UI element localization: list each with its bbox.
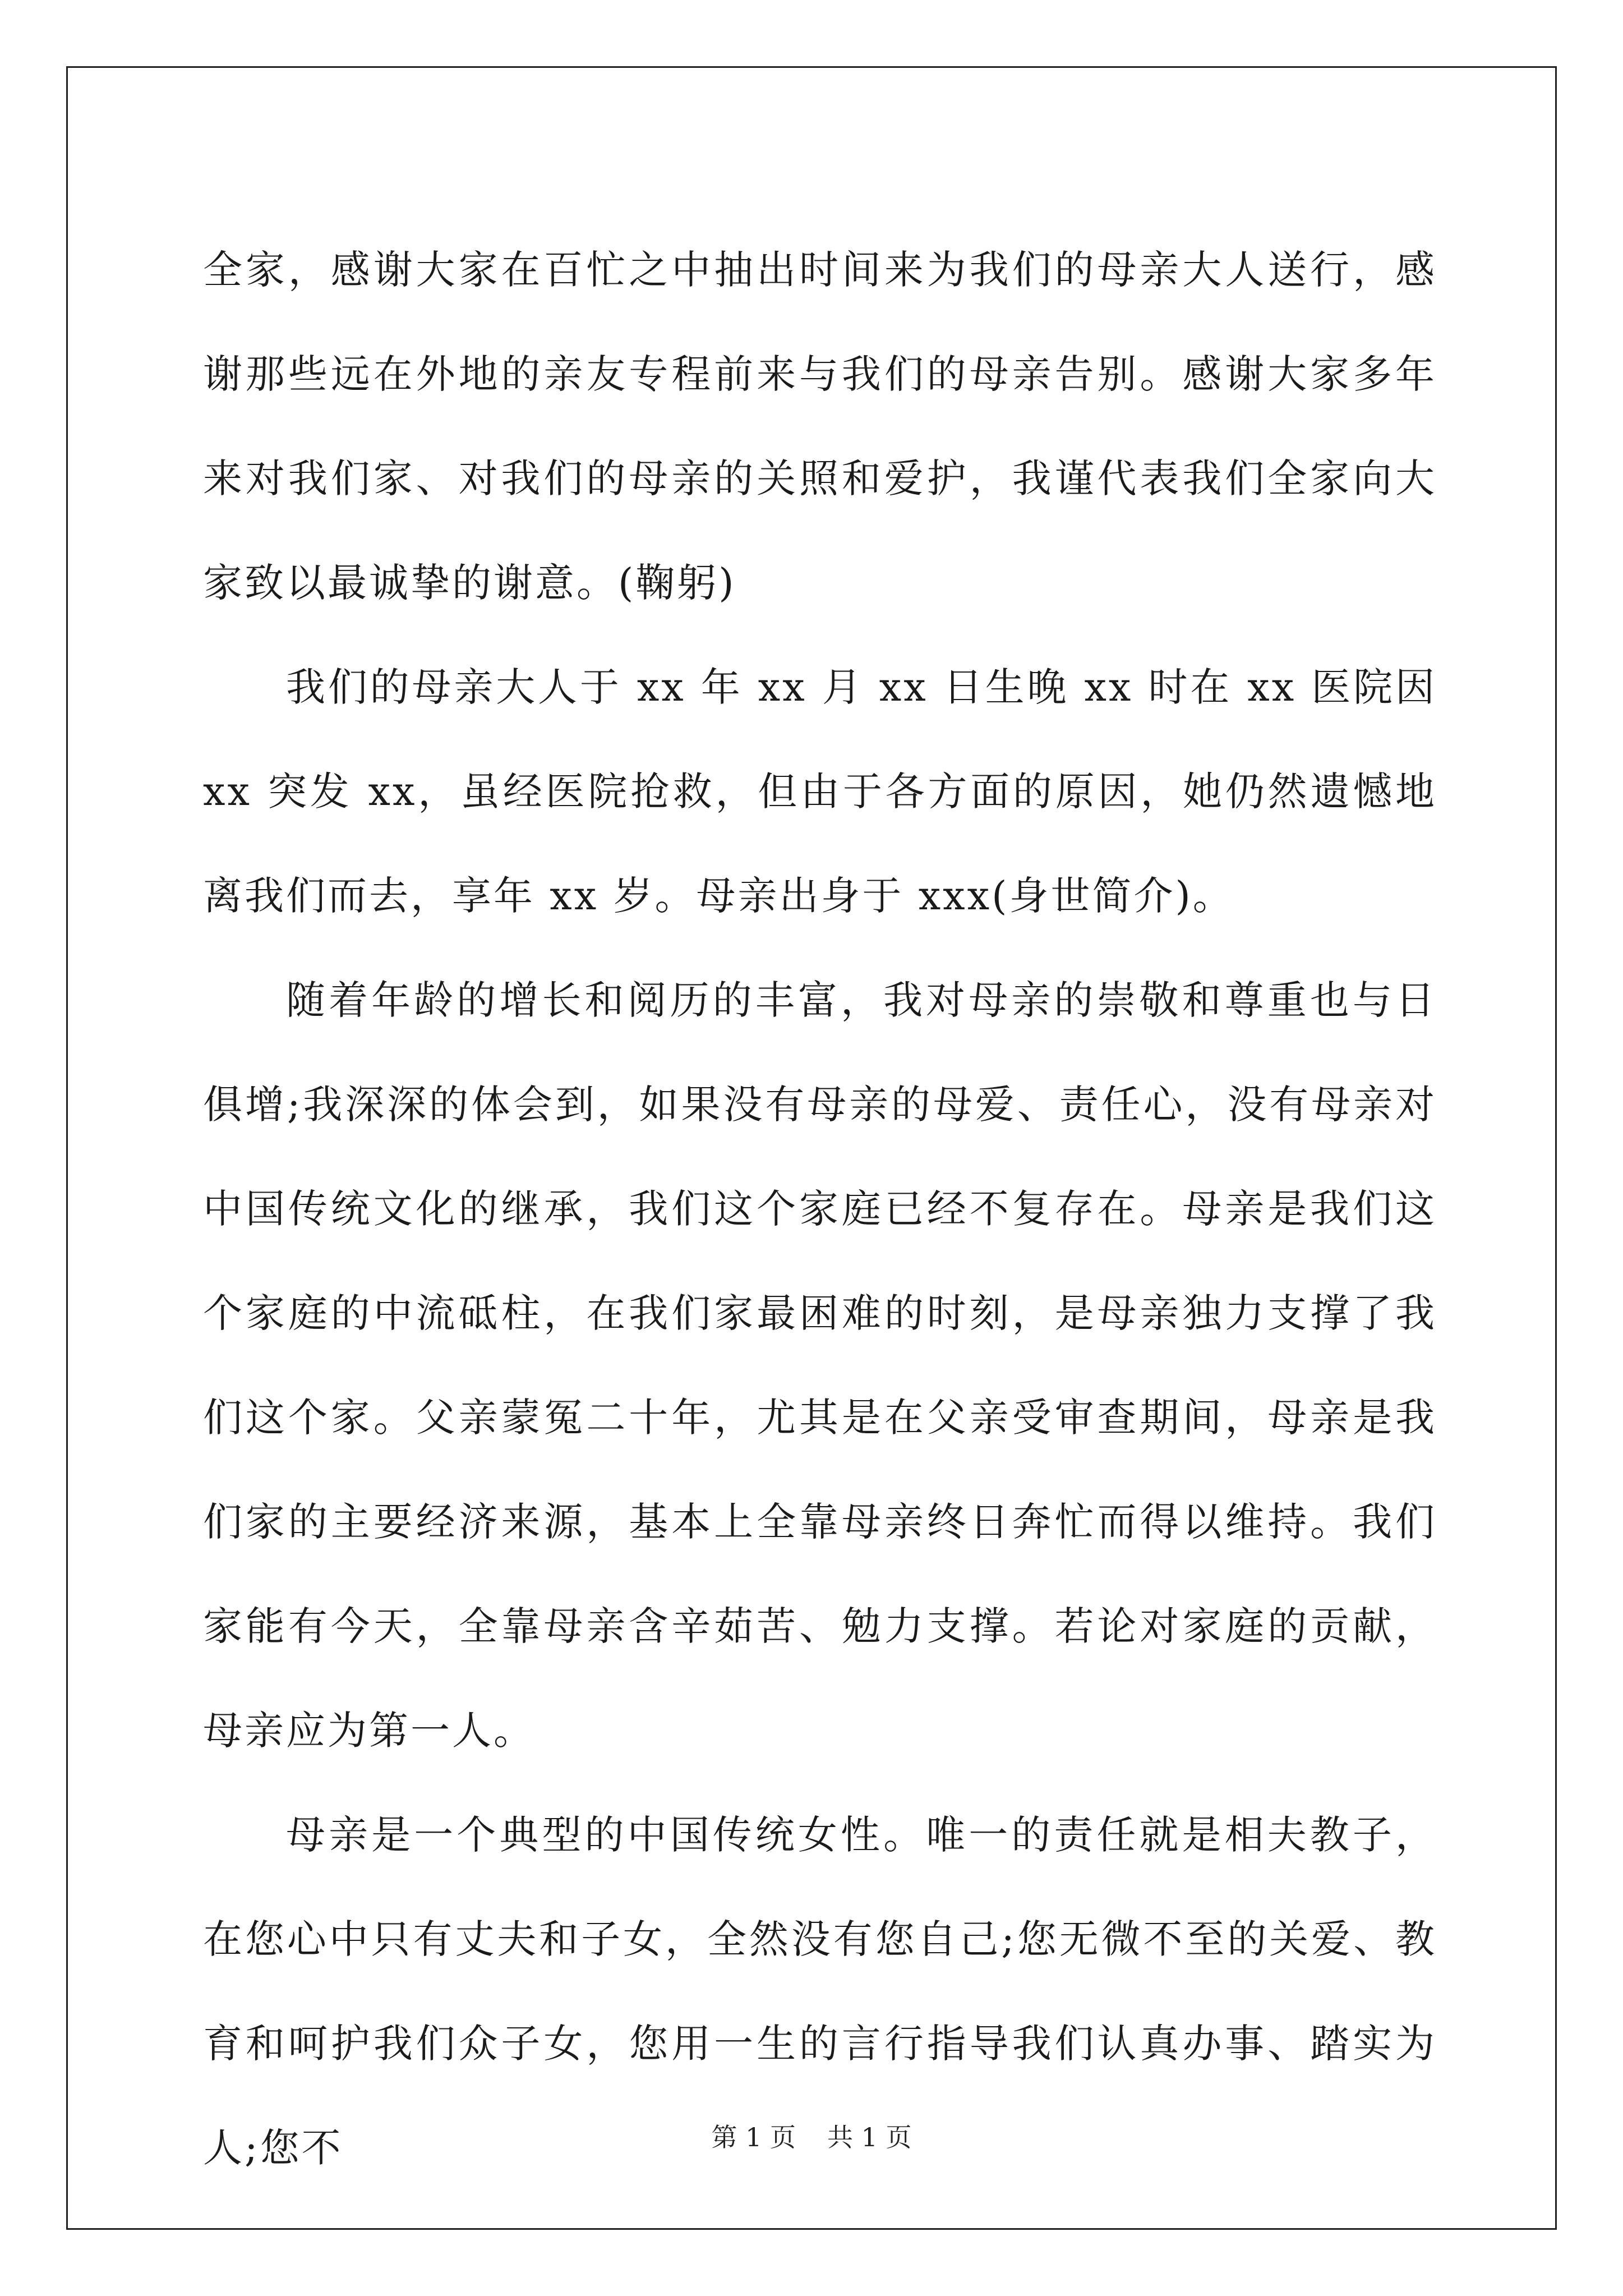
paragraph-3: 随着年龄的增长和阅历的丰富，我对母亲的崇敬和尊重也与日俱增;我深深的体会到，如果没有母亲的母爱、责任心，没有母亲对中国传统文化的继承，我们这个家庭已经不复存在。母亲是我们这个家庭的中流砥柱，在我们家最困难的时刻，是母亲独力支撑了我们这个家。父亲蒙冤二十年，尤其是在父亲受审查期间，母亲是我们家的主要经济来源，基本上全靠母亲终日奔忙而得以维持。我们家能有今天，全靠母亲含辛茹苦、勉力支撑。若论对家庭的贡献，母亲应为第一人。 xyxy=(203,977,1437,1754)
page-footer xyxy=(0,2120,1623,2154)
page-number-current: 第 1 页 xyxy=(711,2122,796,2152)
document-body xyxy=(203,218,1437,2200)
paragraph-1: 全家，感谢大家在百忙之中抽出时间来为我们的母亲大人送行，感谢那些远在外地的亲友专程前来与我们的母亲告别。感谢大家多年来对我们家、对我们的母亲的关照和爱护，我谨代表我们全家向大家致以最诚挚的谢意。(鞠躬) xyxy=(203,247,1437,606)
paragraph-2: 我们的母亲大人于 xx 年 xx 月 xx 日生晚 xx 时在 xx 医院因 xx 突发 xx，虽经医院抢救，但由于各方面的原因，她仍然遗憾地离我们而去，享年 xx 岁。母亲出身于 xxx(身世简介)。 xyxy=(203,664,1437,919)
paragraph-4: 母亲是一个典型的中国传统女性。唯一的责任就是相夫教子，在您心中只有丈夫和子女，全然没有您自己;您无微不至的关爱、教育和呵护我们众子女，您用一生的言行指导我们认真办事、踏实为人;您不 xyxy=(203,1812,1437,2171)
page-number-total: 共 1 页 xyxy=(827,2122,912,2152)
